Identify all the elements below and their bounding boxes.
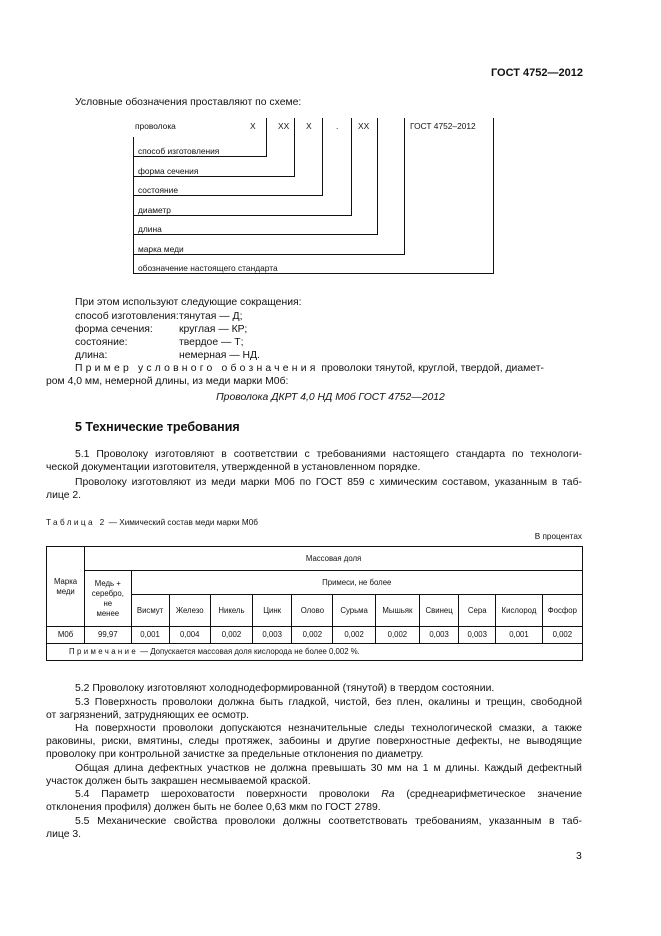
abbrev-key-shape: форма сечения: — [75, 324, 153, 335]
header-element: Цинк — [253, 595, 292, 627]
table-2-caption-rest: — Химический состав меди марки М0б — [106, 518, 258, 527]
document-code: ГОСТ 4752—2012 — [490, 67, 583, 79]
para-5-5-line-2: лице 3. — [46, 829, 82, 840]
table-2-chemical-composition — [46, 546, 583, 661]
scheme-word: проволока — [135, 121, 176, 131]
cell-value: 0,001 — [131, 627, 169, 644]
example-line-1-rest: проволоки тянутой, круглой, твердой, диамет- — [318, 363, 544, 374]
abbrev-val-method: тянутая — Д; — [179, 311, 243, 322]
para-5-3c-line-2: участок должен быть закрашен несмываемой краской. — [46, 776, 311, 787]
header-mass-fraction: Массовая доля — [85, 547, 583, 571]
scheme-standard: ГОСТ 4752–2012 — [410, 121, 476, 131]
cell-value: 0,003 — [253, 627, 292, 644]
scheme-label-standard: обозначение настоящего стандарта — [138, 263, 278, 273]
header-element: Сера — [459, 595, 496, 627]
header-element: Кислород — [496, 595, 542, 627]
para-5-1b-line-1: Проволоку изготовляют из меди марки М0б по ГОСТ 859 с химическим составом, указанным в таб- — [75, 477, 582, 488]
designation-scheme — [0, 0, 661, 300]
header-element: Железо — [169, 595, 210, 627]
example-line-1 — [75, 362, 582, 375]
note-rest: — Допускается массовая доля кислорода не более 0,002 %. — [138, 647, 360, 656]
abbrev-val-shape: круглая — КР; — [179, 324, 248, 335]
scheme-slot-method: Х — [250, 121, 256, 131]
para-5-3c-line-1: Общая длина дефектных участков не должна превышать 30 мм на 1 м длины. Каждый дефектный — [75, 763, 582, 774]
scheme-label-diameter: диаметр — [138, 205, 171, 215]
scheme-slot-shape-state: ХХ — [278, 121, 290, 131]
roughness-symbol: Ra — [381, 789, 395, 800]
scheme-label-length: длина — [138, 224, 162, 234]
scheme-label-method: способ изготовления — [138, 146, 220, 156]
para-5-4-line-2: отклонения профиля) должен быть не более 0,63 мкм по ГОСТ 2789. — [46, 802, 381, 813]
scheme-label-state: состояние — [138, 185, 179, 195]
example-designation: Проволока ДКРТ 4,0 НД М0б ГОСТ 4752—2012 — [216, 392, 445, 403]
abbrev-val-length: немерная — НД. — [179, 350, 260, 361]
cell-value: 0,002 — [375, 627, 419, 644]
table-2-units: В процентах — [534, 532, 582, 541]
table-2-caption-lead: Таблица 2 — [46, 518, 107, 527]
page-number: 3 — [576, 851, 582, 862]
cell-value: 0,003 — [459, 627, 496, 644]
cell-value: 0,004 — [169, 627, 210, 644]
header-impurities: Примеси, не более — [131, 571, 583, 595]
para-5-3b-line-2: раковины, риски, вмятины, следы протяжек, забоины и другие поверхностные дефекты, не выводящие — [46, 736, 582, 747]
example-lead: Пример условного обозначения — [75, 363, 319, 374]
example-line-2: ром 4,0 мм, немерной длины, из меди марки М0б: — [46, 376, 289, 387]
table-row — [47, 627, 583, 644]
header-element: Никель — [210, 595, 252, 627]
cell-value: 0,002 — [210, 627, 252, 644]
header-element: Свинец — [420, 595, 459, 627]
scheme-label-shape: форма сечения — [138, 166, 199, 176]
header-grade: Марка меди — [47, 547, 85, 627]
cell-value: 0,002 — [333, 627, 375, 644]
header-element: Висмут — [131, 595, 169, 627]
para-5-1b-line-2: лице 2. — [46, 490, 82, 501]
scheme-slot-separator: . — [336, 121, 339, 131]
abbrev-intro: При этом используют следующие сокращения: — [75, 297, 302, 308]
cell-grade: М0б — [47, 627, 85, 644]
para-5-1-line-2: ческой документации изготовителя, утвержденной в установленном порядке. — [46, 462, 421, 473]
cell-value: 0,001 — [496, 627, 542, 644]
para-5-4-line-1: 5.4 Параметр шероховатости поверхности проволоки Ra (среднеарифметическое значение — [75, 789, 582, 800]
abbrev-key-state: состояние: — [75, 337, 128, 348]
cell-value: 0,003 — [420, 627, 459, 644]
cell-copper: 99,97 — [85, 627, 131, 644]
scheme-slot-length-grade: ХХ — [358, 121, 370, 131]
para-5-3b-line-1: На поверхности проволоки допускаются незначительные следы технологической смазки, а также — [75, 723, 582, 734]
header-element: Олово — [292, 595, 333, 627]
scheme-intro: Условные обозначения проставляют по схеме: — [75, 97, 302, 108]
header-element: Мышьяк — [375, 595, 419, 627]
header-element: Фосфор — [542, 595, 582, 627]
para-5-5-line-1: 5.5 Механические свойства проволоки должны соответствовать требованиям, указанным в таб- — [75, 816, 582, 827]
abbrev-val-state: твердое — Т; — [179, 337, 244, 348]
table-2-note — [47, 644, 583, 661]
header-element: Сурьма — [333, 595, 375, 627]
para-5-3-line-2: от загрязнений, затрудняющих ее осмотр. — [46, 710, 249, 721]
cell-value: 0,002 — [542, 627, 582, 644]
para-5-3b-line-3: проволоку при контрольной зачистке за предельные отклонения по диаметру. — [46, 749, 424, 760]
para-5-2: 5.2 Проволоку изготовляют холоднодеформированной (тянутой) в твердом состоянии. — [75, 683, 495, 694]
scheme-label-grade: марка меди — [138, 244, 184, 254]
table-2-caption — [46, 518, 258, 528]
note-lead: Примечание — [69, 647, 139, 656]
scheme-slot-diameter: Х — [306, 121, 312, 131]
abbrev-key-length: длина: — [75, 350, 108, 361]
para-5-1-line-1: 5.1 Проволоку изготовляют в соответствии с требованиями настоящего стандарта по технологи- — [75, 449, 582, 460]
section-5-title: 5 Технические требования — [75, 420, 240, 434]
header-copper-silver: Медь + серебро, не менее — [85, 571, 131, 627]
abbrev-key-method: способ изготовления: — [75, 311, 179, 322]
para-5-3-line-1: 5.3 Поверхность проволоки должна быть гладкой, чистой, без плен, окалины и трещин, свободной — [75, 697, 582, 708]
cell-value: 0,002 — [292, 627, 333, 644]
